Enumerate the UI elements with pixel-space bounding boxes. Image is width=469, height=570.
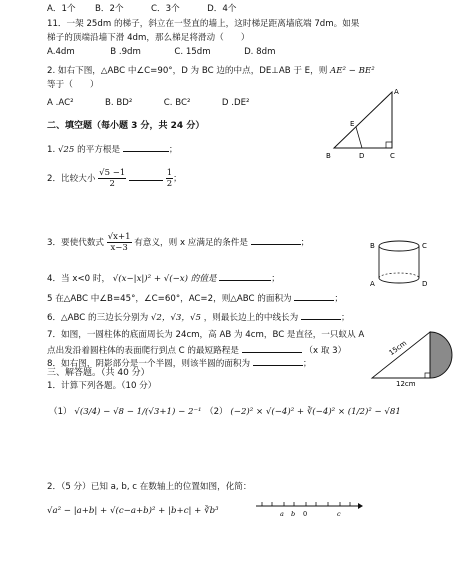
s2-q7-line2 (47, 343, 346, 357)
nl-label-b: b (291, 510, 296, 518)
q11-line2: 梯子的顶端沿墙下滑 4dm，那么梯足将滑动（ ） (47, 33, 250, 43)
q10-option-b: B．2个 (95, 4, 124, 14)
s2-q3-text: 3．要使代数式 (47, 238, 105, 248)
cyl-label-b: B (370, 242, 375, 250)
s2-q3-frac-num: √x+1 (107, 232, 131, 242)
s2-q2-frac-den: 2 (109, 179, 115, 189)
s2-q5-text: 5 在△ABC 中∠B=45°，∠C=60°，AC=2，则△ABC 的面积为 (47, 294, 292, 304)
s2-q8-blank (253, 356, 303, 366)
s2-q6-blank (301, 310, 341, 320)
s2-q3-suffix: 有意义，则 x 应满足的条件是 (134, 238, 248, 248)
s2-q6-text: 6．△ABC 的三边长分别为 (47, 313, 149, 323)
s2-q1-text: 的平方根是 (77, 145, 121, 155)
s2-q4-expression: √(x−|x|)² + √(−x) 的值是 (112, 274, 217, 284)
s2-q7-line1: 7．如图，一圆柱体的底面周长为 24cm，高 AB 为 4cm，BC 是直径，一只蚁从 A (47, 330, 365, 340)
q11-options (47, 47, 275, 58)
q10-option-c: C．3个 (151, 4, 180, 14)
fig-label-d: D (359, 152, 365, 160)
s2-q4-text: 4．当 x<0 时， (47, 274, 111, 284)
s2-q7-note: （x 取 3） (304, 346, 347, 356)
s2-q5-blank (294, 291, 334, 301)
s3-part1-label: （1） (49, 407, 72, 417)
q2-line1-text: 2. 如右下图，△ABC 中∠C=90°，D 为 BC 边的中点，DE⊥AB 于 E，则 (47, 66, 328, 76)
s2-q2-frac2-num: 1 (166, 168, 173, 178)
s2-q1: 1. √25 的平方根是 ； (47, 142, 177, 156)
number-line-figure (254, 496, 364, 518)
q10-option-d: D．4个 (207, 4, 237, 14)
s2-q2-frac-num: √5 −1 (99, 168, 126, 178)
nl-label-a: a (280, 510, 284, 518)
fig-label-e: E (350, 120, 355, 128)
s2-q5: 5 在△ABC 中∠B=45°，∠C=60°，AC=2，则△ABC 的面积为 ； (47, 291, 343, 305)
cyl-label-a: A (370, 280, 375, 288)
s2-q6-suffix: ，则最长边上的中线长为 (203, 313, 299, 323)
s2-q7-text: 点出发沿着圆柱体的表面爬行到点 C 的最短路程是 (47, 346, 239, 356)
nl-label-0: 0 (303, 510, 308, 518)
q2-option-a: A .AC² (47, 98, 74, 108)
s2-q4: 4．当 x<0 时， √(x−|x|)² + √(−x) 的值是 ； (47, 271, 280, 285)
s3-q2-expr: √a² − |a+b| + √(c−a+b)² + |b+c| + ∛b³ (47, 506, 219, 516)
s3-q2-expression (47, 506, 219, 517)
q2-option-c: C. BC² (163, 98, 191, 108)
s2-q4-blank (219, 271, 271, 281)
s2-q1-expression: √25 (57, 145, 75, 155)
s2-q2-blank (129, 171, 163, 181)
section3-title: 三、解答题。（共 40 分） (47, 368, 150, 378)
s2-q3-blank (251, 235, 301, 245)
q2-expression: AE² − BE² (330, 66, 375, 76)
section2-title: 二、填空题（每小题 3 分，共 24 分） (47, 121, 205, 131)
s2-q2-frac2-den: 2 (166, 179, 173, 189)
semicircle-triangle-figure (366, 326, 466, 386)
s2-q2: 2．比较大小 $\frac{√5 -1}{2}$ $\frac{1}{2}$ ； (47, 168, 182, 189)
s2-q8-text: 8．如右图，阴影部分是一个半圆，则该半圆的面积为 (47, 359, 251, 369)
q11-line1: 11．一架 25dm 的梯子，斜立在一竖直的墙上，这时梯足距离墙底端 7dm。如果 (47, 19, 360, 29)
q11-option-d: D. 8dm (244, 47, 276, 57)
cylinder-figure (368, 236, 430, 292)
s3-part1 (49, 407, 201, 418)
fig-label-c: C (390, 152, 395, 160)
s3-part2-label: （2） (205, 407, 228, 417)
s2-q7-blank (242, 343, 302, 353)
right-triangle-figure (324, 86, 404, 162)
fig-label-a: A (394, 88, 399, 96)
q11-option-a: A.4dm (47, 47, 75, 57)
s2-q6: 6．△ABC 的三边长分别为 √2，√3，√5 ，则最长边上的中线长为 ； (47, 310, 350, 324)
s3-part1-expression: √(3/4) − √8 − 1/(√3+1) − 2⁻¹ (74, 407, 202, 417)
q2-options (47, 98, 249, 109)
s2-q3-fraction (107, 232, 132, 253)
s2-q3: 3．要使代数式 $\frac{√x+1}{x-3}$ 有意义，则 x 应满足的条件是 ； (47, 232, 310, 253)
q11-option-c: C. 15dm (174, 47, 211, 57)
q2-line1 (47, 66, 375, 77)
fig-label-12cm: 12cm (396, 380, 416, 386)
s2-q2-text: 2．比较大小 (47, 174, 96, 184)
cyl-label-d: D (422, 280, 428, 288)
s3-part2 (205, 407, 401, 418)
q2-option-d: D .DE² (221, 98, 250, 108)
s2-q6-values: √2，√3，√5 (150, 313, 201, 323)
fig-label-b: B (326, 152, 331, 160)
s2-q2-fraction-right (166, 168, 173, 189)
s2-q1-number: 1. (47, 145, 56, 155)
q10-options (47, 4, 236, 15)
s2-q8: 8．如右图，阴影部分是一个半圆，则该半圆的面积为 ； (47, 356, 311, 370)
s3-q1-title: 1．计算下列各题。（10 分） (47, 381, 157, 391)
s3-q2-title: 2．（5 分）已知 a, b, c 在数轴上的位置如图，化简： (47, 482, 252, 492)
q10-option-a: A．1个 (47, 4, 76, 14)
s2-q2-fraction-left (98, 168, 126, 189)
q2-line2: 等于（ ） (47, 80, 99, 90)
cyl-label-c: C (422, 242, 427, 250)
q2-option-b: B. BD² (104, 98, 133, 108)
s3-part2-expression: (−2)² × √(−4)² + ∛(−4)² × (1/2)² − √81 (230, 407, 401, 417)
nl-label-c: c (337, 510, 341, 518)
q11-option-b: B .9dm (110, 47, 141, 57)
s2-q3-frac-den: x−3 (110, 243, 128, 253)
s2-q1-blank (123, 142, 169, 152)
fig-label-15cm: 15cm (387, 339, 409, 358)
